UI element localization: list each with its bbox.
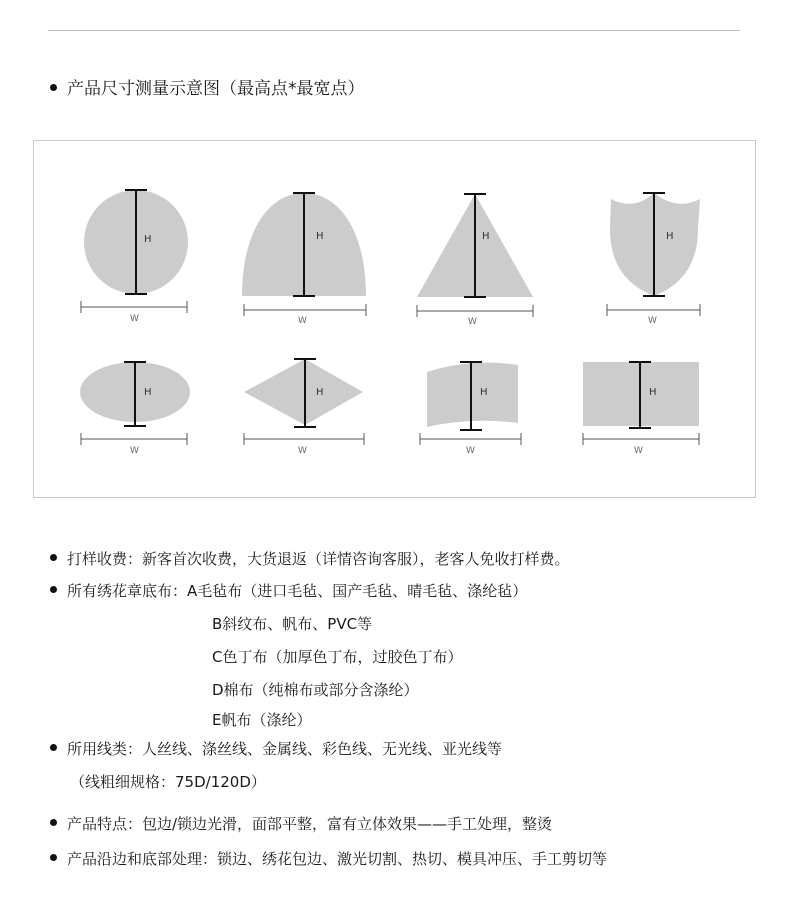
height-label: H [666, 231, 674, 242]
width-label: W [130, 446, 139, 456]
fabric-c: C色丁布（加厚色丁布，过胶色丁布） [212, 648, 463, 666]
shape-arch [242, 193, 366, 326]
note-fabrics [50, 580, 527, 601]
shape-curved-banner [420, 362, 521, 456]
width-label: W [466, 446, 475, 456]
height-label: H [144, 387, 152, 398]
fabric-d: D棉布（纯棉布或部分含涤纶） [212, 681, 419, 699]
shape-rectangle [583, 362, 699, 456]
height-label: H [144, 234, 152, 245]
shape-diamond [244, 359, 364, 456]
note-text: 所有绣花章底布：A毛毡布（进口毛毡、国产毛毡、晴毛毡、涤纶毡） [67, 582, 528, 600]
section-title: 产品尺寸测量示意图（最高点*最宽点） [67, 79, 365, 99]
note-text: 打样收费：新客首次收费，大货退返（详情咨询客服），老客人免收打样费。 [67, 550, 570, 568]
note-features [50, 813, 552, 834]
curved-banner-shape [427, 363, 518, 427]
measurement-diagram [33, 140, 756, 498]
section-heading [50, 74, 365, 99]
width-label: W [298, 446, 307, 456]
shape-triangle [417, 194, 533, 327]
bullet-icon [50, 854, 57, 861]
note-threads [50, 738, 502, 759]
width-label: W [298, 316, 307, 326]
top-divider [48, 30, 740, 31]
height-label: H [649, 387, 657, 398]
width-label: W [634, 446, 643, 456]
bullet-icon [50, 554, 57, 561]
shape-ellipse [80, 362, 190, 456]
note-text: 产品特点：包边/锁边光滑，面部平整，富有立体效果——手工处理，整烫 [67, 815, 553, 833]
thread-spec: （线粗细规格：75D/120D） [70, 773, 266, 791]
width-label: W [130, 314, 139, 324]
note-edge-processing [50, 848, 607, 869]
note-text: 产品沿边和底部处理：锁边、绣花包边、激光切割、热切、模具冲压、手工剪切等 [67, 850, 608, 868]
note-sample-fee [50, 548, 570, 569]
measurement-diagram-svg [34, 141, 757, 499]
bullet-icon [50, 744, 57, 751]
bullet-icon [50, 586, 57, 593]
shape-shield [607, 193, 700, 326]
width-label: W [468, 317, 477, 327]
bullet-icon [50, 819, 57, 826]
fabric-e: E帆布（涤纶） [212, 711, 312, 729]
height-label: H [316, 387, 324, 398]
bullet-icon [50, 84, 57, 91]
diamond-shape [244, 359, 363, 425]
fabric-b: B斜纹布、帆布、PVC等 [212, 615, 373, 633]
shape-circle [81, 190, 188, 324]
note-text: 所用线类：人丝线、涤丝线、金属线、彩色线、无光线、亚光线等 [67, 740, 503, 758]
height-label: H [316, 231, 324, 242]
width-label: W [648, 316, 657, 326]
height-label: H [480, 387, 488, 398]
height-label: H [482, 231, 490, 242]
